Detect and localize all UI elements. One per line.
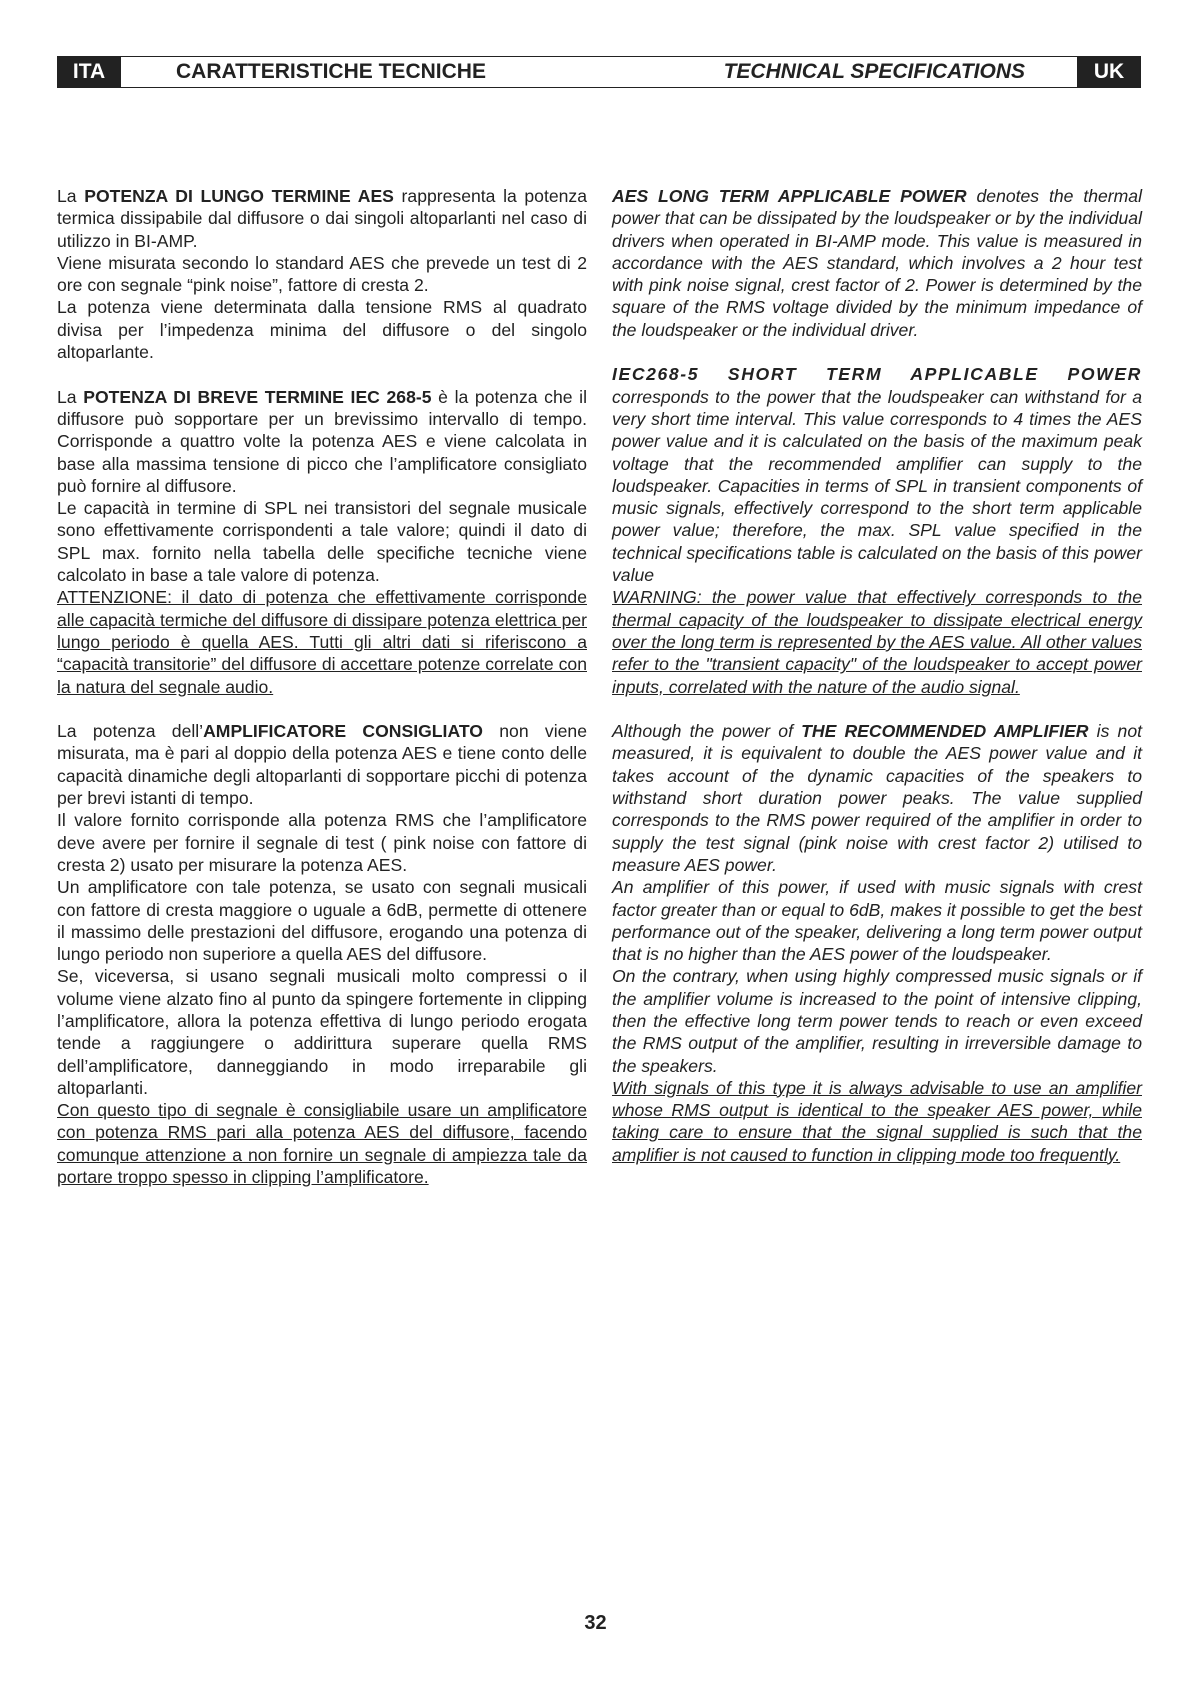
en-warning-paragraph: WARNING: the power value that effectively corresponds to the thermal capacity of the loudspeaker to dissipate electrical energy over the long term is represented by the AES value. All other values refer to the "transient capacity" of the loudspeaker to accept power inputs, correlated with the nature of the audio signal.: [612, 587, 1142, 697]
it-aes-text: La: [57, 186, 85, 206]
en-iec-text: corresponds to the power that the loudspeaker can withstand for a very short time interval. This value corresponds to 4 times the AES power value and it is calculated on the basis of the maximum peak voltage that the recommended amplifier can supply to the loudspeaker. Capacities in terms of SPL in transient components of music signals, effectively correspond to the short term applicable power value; therefore, the max. SPL value specified in the technical specifications table is calculated on the basis of this power value: [612, 386, 1142, 586]
page-header: [57, 56, 1141, 88]
en-aes-paragraph: [612, 185, 1142, 341]
en-amp-paragraph-2: An amplifier of this power, if used with music signals with crest factor greater than or equal to 6dB, makes it possible to get the best performance out of the speaker, delivering a long term power output that is no higher than the AES power of the loudspeaker.: [612, 877, 1142, 965]
it-iec-paragraph: [57, 386, 587, 497]
english-section-title: TECHNICAL SPECIFICATIONS: [723, 60, 1025, 83]
it-amp-text-cont: non viene misurata, ma è pari al doppio della potenza AES e tiene conto delle capacità dinamiche degli altoparlanti di sopportare picchi di potenza per brevi istanti di tempo.: [57, 721, 587, 809]
it-amp-heading: AMPLIFICATORE CONSIGLIATO: [203, 721, 483, 742]
en-amp-advice-paragraph: With signals of this type it is always advisable to use an amplifier whose RMS output is identical to the speaker AES power, while taking care to ensure that the signal supplied is such that the amplifier is not caused to function in clipping mode too frequently.: [612, 1077, 1142, 1165]
en-amp-paragraph: [612, 720, 1142, 876]
it-amp-paragraph: [57, 720, 587, 809]
en-amp-text-cont: is not measured, it is equivalent to double the AES power value and it takes account of the dynamic capacities of the speakers to withstand short duration power peaks. The value supplied corresponds to the RMS power required of the amplifier in order to supply the test signal (pink noise with crest factor 2) utilised to measure AES power.: [612, 721, 1142, 875]
en-aes-text: denotes the thermal power that can be dissipated by the loudspeaker or by the individual drivers when operated in BI-AMP mode. This value is measured in accordance with the AES standard, which involves a 2 hour test with pink noise signal, crest factor of 2. Power is determined by the square of the RMS voltage divided by the minimum impedance of the loudspeaker or the individual driver.: [612, 186, 1142, 340]
it-iec-text: La: [57, 386, 84, 407]
it-amp-paragraph-3: Un amplificatore con tale potenza, se usato con segnali musicali con fattore di cresta maggiore o uguale a 6dB, permette di ottenere il massimo delle prestazioni del diffusore, erogando una potenza di lungo periodo non superiore a quella AES del diffusore.: [57, 877, 587, 965]
en-aes-heading: AES LONG TERM APPLICABLE POWER: [612, 186, 967, 206]
it-iec-paragraph-2: Le capacità in termine di SPL nei transistori del segnale musicale sono effettivamente corrispondenti a tale valore; quindi il dato di SPL max. fornito nella tabella delle specifiche tecniche viene calcolato in base a tale valore di potenza.: [57, 498, 587, 586]
it-warning-paragraph: ATTENZIONE: il dato di potenza che effettivamente corrisponde alle capacità termiche del diffusore di dissipare potenza elettrica per lungo periodo è quella AES. Tutti gli altri dati si riferiscono a “capacità transitorie” del diffusore di accettare potenze correlate con la natura del segnale audio.: [57, 587, 587, 697]
it-amp-advice-paragraph: Con questo tipo di segnale è consigliabile usare un amplificatore con potenza RMS pari alla potenza AES del diffusore, facendo comunque attenzione a non fornire un segnale di ampiezza tale da portare troppo spesso in clipping l’amplificatore.: [57, 1100, 587, 1188]
en-iec-heading: IEC268-5 SHORT TERM APPLICABLE POWER: [612, 364, 1142, 385]
en-iec-paragraph: [612, 363, 1142, 586]
it-aes-text-cont: rappresenta la potenza termica dissipabile dal diffusore o dai singoli altoparlanti nel caso di utilizzo in BI-AMP.: [57, 186, 587, 251]
italian-section-title: CARATTERISTICHE TECNICHE: [176, 60, 486, 83]
language-tag-uk: UK: [1077, 56, 1141, 88]
italian-column: [57, 185, 587, 1188]
it-aes-paragraph-2: Viene misurata secondo lo standard AES che prevede un test di 2 ore con segnale “pink noise”, fattore di cresta 2.: [57, 252, 587, 296]
it-aes-paragraph-3: La potenza viene determinata dalla tensione RMS al quadrato divisa per l’impedenza minima del diffusore o del singolo altoparlante.: [57, 297, 587, 363]
en-amp-paragraph-3: On the contrary, when using highly compressed music signals or if the amplifier volume is increased to the point of intensive clipping, then the effective long term power tends to reach or even exceed the RMS output of the amplifier, resulting in irreversible damage to the speakers.: [612, 966, 1142, 1076]
it-iec-text-cont: è la potenza che il diffusore può sopportare per un brevissimo intervallo di tempo. Corrisponde a quattro volte la potenza AES e viene calcolata in base alla massima tensione di picco che l’amplificatore consigliato può fornire al diffusore.: [57, 386, 587, 496]
it-aes-paragraph: [57, 185, 587, 252]
it-amp-text: La potenza dell’: [57, 721, 204, 742]
it-amp-paragraph-2: Il valore fornito corrisponde alla potenza RMS che l’amplificatore deve avere per fornire il segnale di test ( pink noise con fattore di cresta 2) usato per misurare la potenza AES.: [57, 810, 587, 875]
en-amp-heading: THE RECOMMENDED AMPLIFIER: [801, 721, 1089, 742]
en-amp-text: Although the power of: [612, 721, 802, 742]
english-column: [612, 185, 1142, 1166]
page-number: 32: [584, 1612, 607, 1634]
it-amp-paragraph-4: Se, viceversa, si usano segnali musicali molto compressi o il volume viene alzato fino al punto da spingere fortemente in clipping l’amplificatore, allora la potenza effettiva di lungo periodo erogata tende a raggiungere o addirittura superare quella RMS dell’amplificatore, danneggiando in modo irreparabile gli altoparlanti.: [57, 966, 587, 1098]
it-aes-heading: POTENZA DI LUNGO TERMINE AES: [84, 186, 394, 206]
language-tag-ita: ITA: [57, 56, 121, 88]
it-iec-heading: POTENZA DI BREVE TERMINE IEC 268-5: [83, 386, 432, 407]
